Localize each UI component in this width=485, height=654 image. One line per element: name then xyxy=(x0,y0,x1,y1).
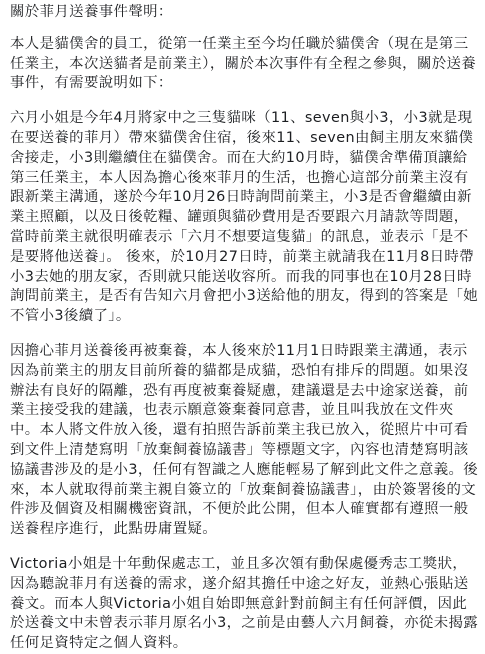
post-heading: 關於菲月送養事件聲明： xyxy=(10,4,173,20)
post-paragraph-1: 本人是貓僕舍的員工，從第一任業主至今均任職於貓僕舍（現在是第三任業主，本次送貓者是前業主），關於本次事件有全程之參與，關於送養事件，有需要說明如下： xyxy=(10,35,477,92)
post-paragraph-2: 六月小姐是今年4月將家中之三隻貓咪（11、seven與小3，小3就是現在要送養的菲月）帶來貓僕舍住宿，後來11、seven由飼主朋友來貓僕舍接走，小3則繼續住在貓僕舍。而在大約10月時，貓僕舍準備頂讓給第三任業主，本人因為擔心後來菲月的生活，也擔心這部分前業主沒有跟新業主溝通，遂於今年10月26日時詢問前業主，小3是否會繼續由新業主照顧，以及日後乾糧、罐頭與貓砂費用是否要跟六月請款等問題，當時前業主就很明確表示「六月不想要這隻貓」的訊息，並表示「是不是要將他送養」。 後來，於10月27日時，前業主就請我在11月8日時帶小3去她的朋友家，否則就只能送收容所。而我的同事也在10月28日時詢問前業主，是否有告知六月會把小3送給他的朋友，得到的答案是「她不管小3後續了」。 xyxy=(10,110,479,325)
post-paragraph-4: Victoria小姐是十年動保處志工，並且多次領有動保處優秀志工獎狀，因為聽說菲月有送養的需求，遂介紹其擔任中途之好友，並熱心張貼送養文。而本人與Victoria小姐自始即無意針對前飼主有任何評價，因此於送養文中未曾表示菲月原名小3，之前是由藝人六月飼養，亦從未揭露任何足資特定之個人資料。 xyxy=(10,555,479,652)
post-paragraph-3: 因擔心菲月送養後再被棄養，本人後來於11月1日時跟業主溝通，表示因為前業主的朋友目前所養的貓都是成貓，恐怕有排斥的問題。如果沒辦法有良好的隔離，恐有再度被棄養疑慮，建議還是去中途家送養，前業主接受我的建議，也表示願意簽棄養同意書，並且叫我放在文件夾中。本人將文件放入後，還有拍照告訴前業主我已放入，從照片中可看到文件上清楚寫明「放棄飼養協議書」等標題文字，內容也清楚寫明該協議書涉及的是小3，任何有智識之人應能輕易了解到此文件之意義。後來，本人就取得前業主親自簽立的「放棄飼養協議書」，由於簽署後的文件涉及個資及相關機密資訊，不便於此公開，但本人確實都有遵照一般送養程序進行，此點毋庸置疑。 xyxy=(10,342,479,538)
